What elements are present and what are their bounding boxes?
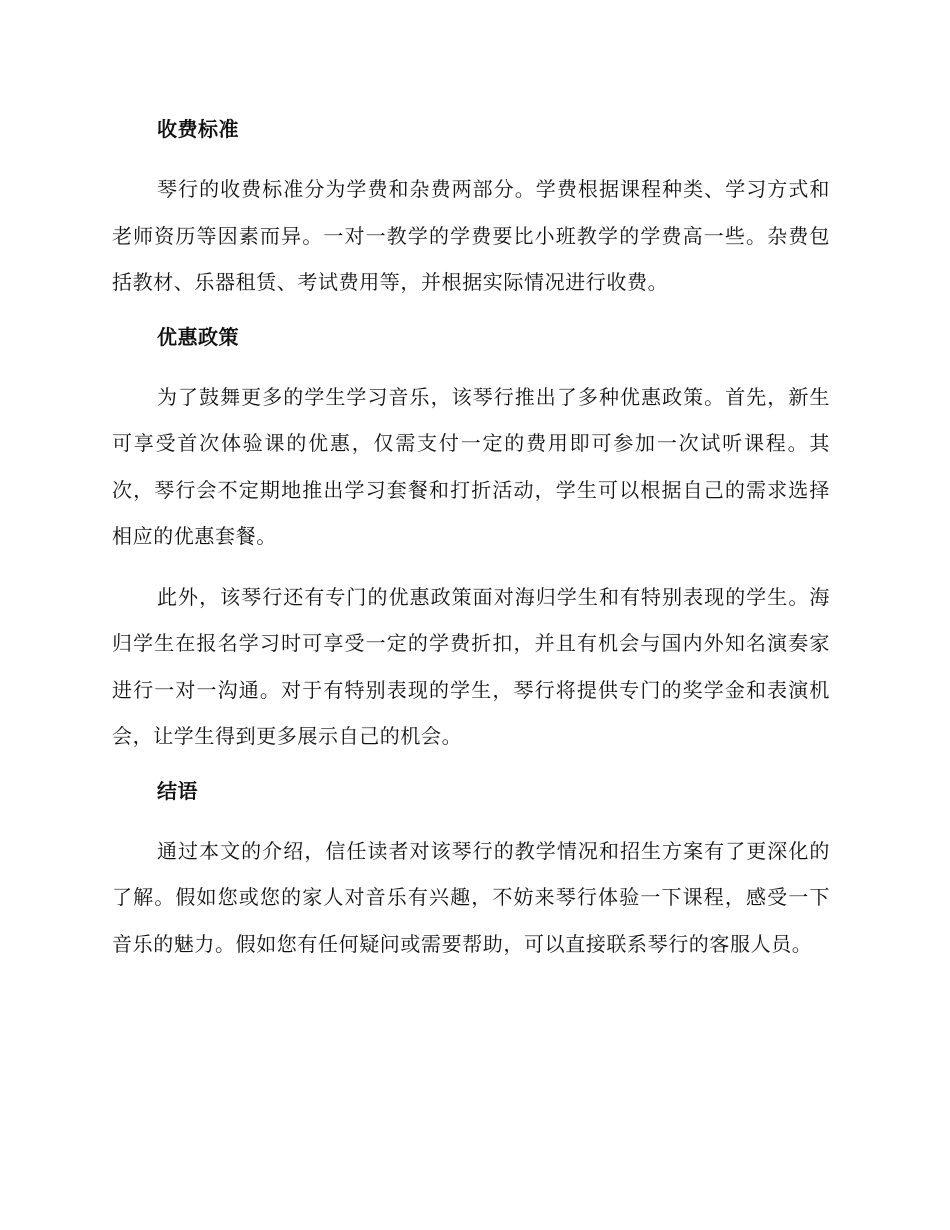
paragraph-discounts-1: 为了鼓舞更多的学生学习音乐，该琴行推出了多种优惠政策。首先，新生可享受首次体验课的优惠，仅需支付一定的费用即可参加一次试听课程。其次，琴行会不定期地推出学习套餐和打折活动，学生可以根据自己的需求选择相应的优惠套餐。: [112, 384, 830, 548]
section-heading-conclusion: 结语: [157, 778, 198, 803]
paragraph-discounts-2: 此外，该琴行还有专门的优惠政策面对海归学生和有特别表现的学生。海归学生在报名学习时可享受一定的学费折扣，并且有机会与国内外知名演奏家进行一对一沟通。对于有特别表现的学生，琴行将提供专门的奖学金和表演机会，让学生得到更多展示自己的机会。: [112, 584, 830, 748]
paragraph-fees: 琴行的收费标准分为学费和杂费两部分。学费根据课程种类、学习方式和老师资历等因素而异。一对一教学的学费要比小班教学的学费高一些。杂费包括教材、乐器租赁、考试费用等，并根据实际情况进行收费。: [112, 177, 830, 294]
section-heading-fees: 收费标准: [157, 117, 239, 141]
document-page: [112, 112, 830, 967]
paragraph-conclusion: 通过本文的介绍，信任读者对该琴行的教学情况和招生方案有了更深化的了解。假如您或您的家人对音乐有兴趣，不妨来琴行体验一下课程，感受一下音乐的魅力。假如您有任何疑问或需要帮助，可以直接联系琴行的客服人员。: [112, 838, 830, 956]
section-heading-discounts: 优惠政策: [157, 324, 239, 349]
